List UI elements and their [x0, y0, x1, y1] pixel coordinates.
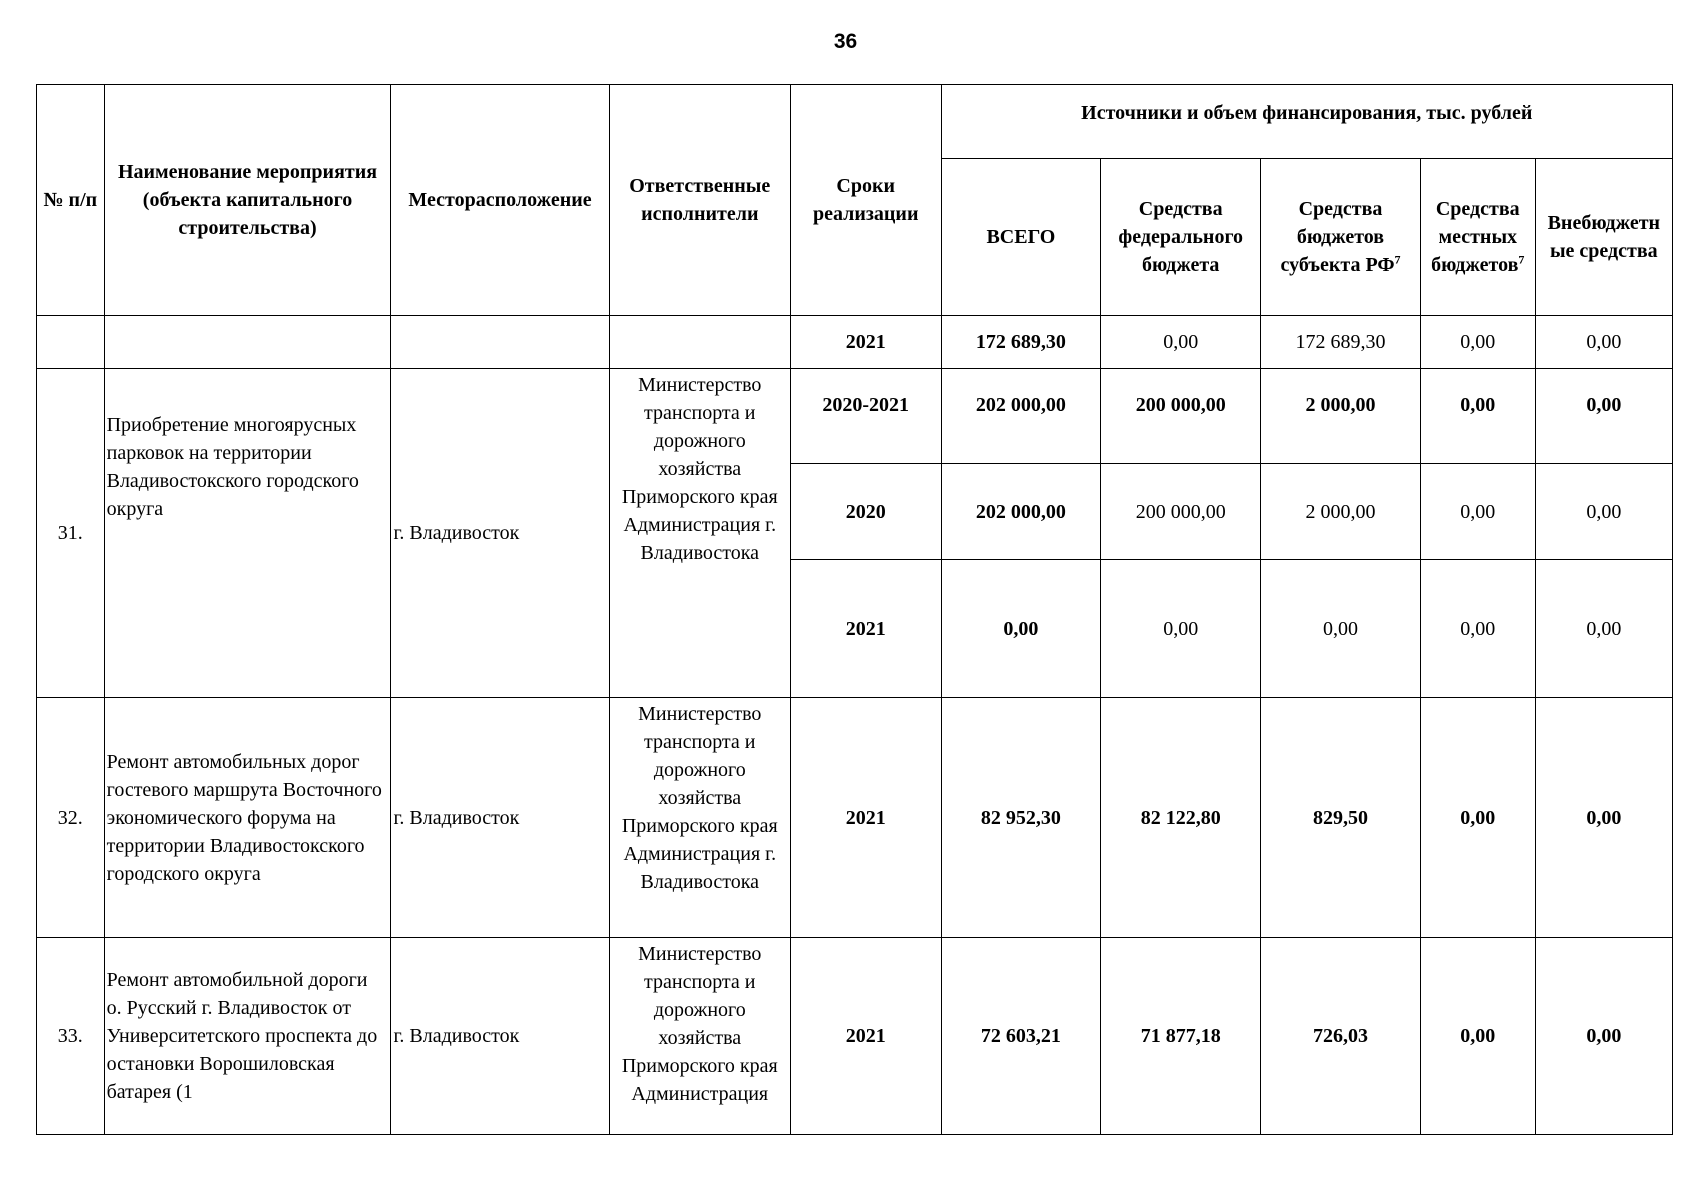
- cell-subject: 2 000,00: [1261, 369, 1421, 464]
- header-federal: Средства федерального бюджета: [1101, 159, 1261, 316]
- cell-local: 0,00: [1420, 464, 1535, 560]
- cell-extra: 0,00: [1535, 316, 1672, 369]
- header-subject-label: Средства бюджетов субъекта РФ: [1280, 198, 1395, 276]
- cell-local: 0,00: [1420, 698, 1535, 938]
- cell-subject: 172 689,30: [1261, 316, 1421, 369]
- cell-name: [104, 316, 391, 369]
- page-number: 36: [833, 30, 858, 53]
- header-subject-footnote: 7: [1394, 252, 1401, 267]
- table-row: [37, 316, 1673, 369]
- cell-local: 0,00: [1420, 316, 1535, 369]
- cell-num: 31.: [37, 369, 105, 698]
- cell-federal: 0,00: [1101, 560, 1261, 698]
- cell-location: г. Владивосток: [391, 698, 609, 938]
- cell-executors: [609, 316, 790, 369]
- header-total: ВСЕГО: [941, 159, 1101, 316]
- cell-federal: 82 122,80: [1101, 698, 1261, 938]
- cell-federal: 71 877,18: [1101, 938, 1261, 1135]
- cell-executors: Министерство транспорта и дорожного хозяйства Приморского края Администрация г. Владивостока: [609, 698, 790, 938]
- table-row: [37, 698, 1673, 938]
- cell-local: 0,00: [1420, 369, 1535, 464]
- cell-subject: 0,00: [1261, 560, 1421, 698]
- cell-extra: 0,00: [1535, 560, 1672, 698]
- cell-executors: Министерство транспорта и дорожного хозяйства Приморского края Администрация г. Владивостока: [609, 369, 790, 698]
- cell-extra: 0,00: [1535, 698, 1672, 938]
- header-funding-group: Источники и объем финансирования, тыс. рублей: [941, 85, 1672, 159]
- cell-year: 2020: [790, 464, 941, 560]
- cell-local: 0,00: [1420, 560, 1535, 698]
- cell-num: 33.: [37, 938, 105, 1135]
- cell-name: Ремонт автомобильных дорог гостевого маршрута Восточного экономического форума на территории Владивостокского городского округа: [104, 698, 391, 938]
- cell-total: 0,00: [941, 560, 1101, 698]
- cell-year: 2021: [790, 316, 941, 369]
- cell-year: 2021: [790, 698, 941, 938]
- header-local-label: Средства местных бюджетов: [1431, 198, 1520, 276]
- table-row: [37, 938, 1673, 1135]
- header-num: № п/п: [37, 85, 105, 316]
- cell-num: 32.: [37, 698, 105, 938]
- cell-name: Ремонт автомобильной дороги о. Русский г. Владивосток от Университетского проспекта до остановки Ворошиловская батарея (1: [104, 938, 391, 1135]
- header-executors: Ответственные исполнители: [609, 85, 790, 316]
- header-subject: [1261, 159, 1421, 316]
- header-name: Наименование мероприятия (объекта капитального строительства): [104, 85, 391, 316]
- cell-year: 2021: [790, 560, 941, 698]
- cell-extra: 0,00: [1535, 464, 1672, 560]
- header-location: Месторасположение: [391, 85, 609, 316]
- cell-location: г. Владивосток: [391, 938, 609, 1135]
- cell-local: 0,00: [1420, 938, 1535, 1135]
- cell-federal: 200 000,00: [1101, 464, 1261, 560]
- cell-total: 202 000,00: [941, 369, 1101, 464]
- cell-subject: 726,03: [1261, 938, 1421, 1135]
- cell-total: 72 603,21: [941, 938, 1101, 1135]
- cell-year: 2020-2021: [790, 369, 941, 464]
- cell-subject: 829,50: [1261, 698, 1421, 938]
- cell-federal: 0,00: [1101, 316, 1261, 369]
- cell-subject: 2 000,00: [1261, 464, 1421, 560]
- cell-executors: Министерство транспорта и дорожного хозяйства Приморского края Администрация: [609, 938, 790, 1135]
- cell-location: [391, 316, 609, 369]
- header-local: [1420, 159, 1535, 316]
- cell-total: 172 689,30: [941, 316, 1101, 369]
- cell-federal: 200 000,00: [1101, 369, 1261, 464]
- cell-extra: 0,00: [1535, 938, 1672, 1135]
- cell-total: 82 952,30: [941, 698, 1101, 938]
- table-row: [37, 369, 1673, 464]
- funding-table: [36, 84, 1673, 1135]
- cell-extra: 0,00: [1535, 369, 1672, 464]
- header-extra: Внебюджетн ые средства: [1535, 159, 1672, 316]
- cell-num: [37, 316, 105, 369]
- cell-name: Приобретение многоярусных парковок на территории Владивостокского городского округа: [104, 369, 391, 698]
- header-period: Сроки реализации: [790, 85, 941, 316]
- cell-location: г. Владивосток: [391, 369, 609, 698]
- header-local-footnote: 7: [1518, 252, 1525, 267]
- cell-total: 202 000,00: [941, 464, 1101, 560]
- cell-year: 2021: [790, 938, 941, 1135]
